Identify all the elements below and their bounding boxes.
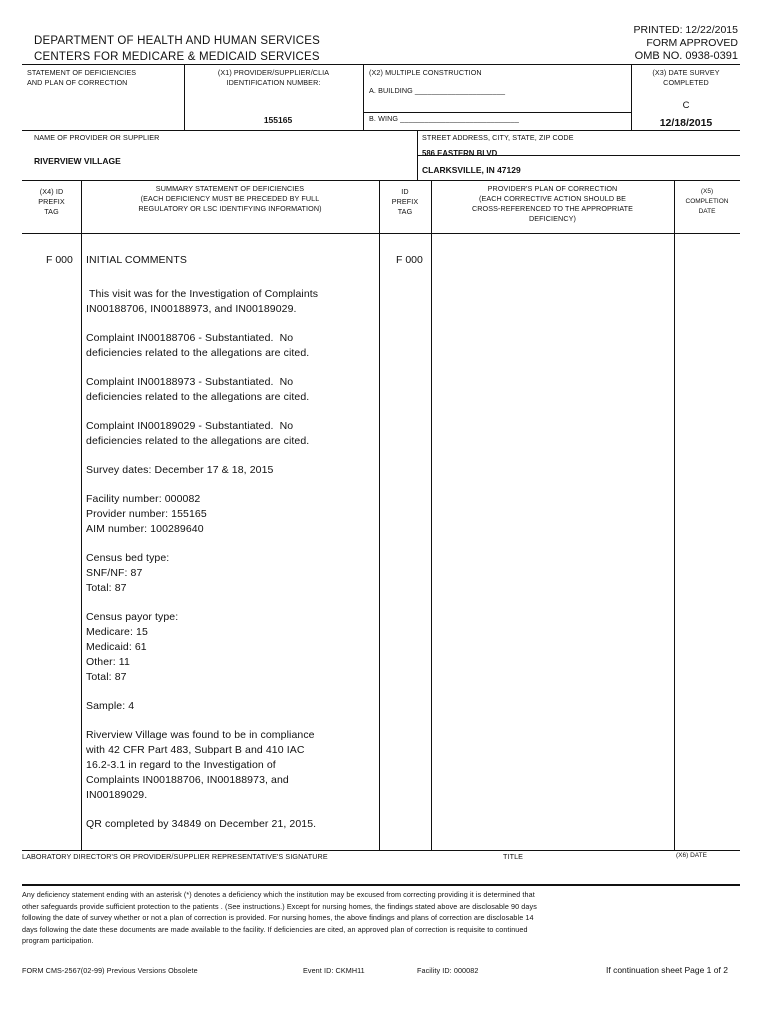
comment-paragraph: This visit was for the Investigation of Complaints IN00188706, IN00188973, and IN00189029.	[86, 288, 319, 315]
dept-line-2: CENTERS FOR MEDICARE & MEDICAID SERVICES	[34, 51, 320, 63]
v-col-3	[431, 180, 432, 850]
prefix-tag-right: F 000	[396, 254, 423, 266]
top-border	[22, 64, 740, 65]
x5-header: (X5) COMPLETION DATE	[685, 188, 729, 215]
form-info	[634, 24, 738, 63]
dept-line-1: DEPARTMENT OF HEALTH AND HUMAN SERVICES	[34, 35, 320, 47]
row-divider-2	[22, 180, 740, 181]
v-line-address	[417, 130, 418, 180]
x1-label: (X1) PROVIDER/SUPPLIER/CLIA IDENTIFICATION NUMBER:	[217, 68, 330, 87]
comment-paragraph: Complaint IN00189029 - Substantiated. No deficiencies related to the allegations are cited.	[86, 420, 310, 447]
agency-header	[34, 33, 320, 65]
x2-divider	[363, 112, 631, 113]
title-label: TITLE	[503, 852, 524, 861]
building-label: A. BUILDING ______________________	[369, 86, 506, 95]
comment-paragraph: Census bed type: SNF/NF: 87 Total: 87	[86, 552, 170, 594]
provider-id: 155165	[263, 115, 293, 125]
comment-heading: INITIAL COMMENTS	[86, 254, 187, 266]
v-col-4	[674, 180, 675, 850]
comment-paragraph: Riverview Village was found to be in compliance with 42 CFR Part 483, Subpart B and 410 IAC 16.2-3.1 in regard to the Investigation of Complaints IN00188706, IN00188973, and IN00189029.	[86, 729, 315, 801]
continuation-page: If continuation sheet Page 1 of 2	[606, 965, 728, 975]
summary-header: SUMMARY STATEMENT OF DEFICIENCIES (EACH DEFICIENCY MUST BE PRECEDED BY FULL REGULATORY OR LSC IDENTIFYING INFORMATION)	[138, 184, 322, 213]
printed-date: PRINTED: 12/22/2015	[633, 24, 738, 36]
signature-top-line	[22, 850, 740, 851]
x2-label: (X2) MULTIPLE CONSTRUCTION	[369, 68, 482, 77]
comment-paragraph: Sample: 4	[86, 700, 135, 712]
signature-label: LABORATORY DIRECTOR'S OR PROVIDER/SUPPLIER REPRESENTATIVE'S SIGNATURE	[22, 852, 328, 861]
summary-statement	[86, 253, 386, 846]
comment-paragraph: Census payor type: Medicare: 15 Medicaid: 61 Other: 11 Total: 87	[86, 611, 179, 683]
prefix-tag-left: F 000	[46, 254, 73, 266]
event-id: Event ID: CKMH11	[303, 966, 365, 975]
comment-paragraph: Complaint IN00188706 - Substantiated. No deficiencies related to the allegations are cited.	[86, 332, 310, 359]
v-col-1	[81, 180, 82, 850]
survey-date: 12/18/2015	[659, 117, 713, 129]
survey-code: C	[682, 100, 690, 111]
disclaimer: Any deficiency statement ending with an asterisk (*) denotes a deficiency which the institution may be excused from correcting providing it is determined that other safeguards provide sufficient protection to the patients . (See instructions.) Except for nursing homes, the findings stated above are disclosable 90 days following the date of survey whether or not a plan of correction is provided. For nursing homes, the above findings and plans of correction are disclosable 14 days following the date these documents are made available to the facility. If deficiencies are cited, an approved plan of correction is requisite to continued program participation.	[22, 890, 537, 945]
form-approved: FORM APPROVED	[646, 37, 738, 49]
plan-header: PROVIDER'S PLAN OF CORRECTION (EACH CORRECTIVE ACTION SHOULD BE CROSS-REFERENCED TO THE APPROPRIATE DEFICIENCY)	[471, 184, 634, 223]
comment-paragraph: Complaint IN00188973 - Substantiated. No deficiencies related to the allegations are cited.	[86, 376, 310, 403]
address-line-1: 586 EASTERN BLVD	[422, 149, 498, 158]
comment-paragraph: Survey dates: December 17 & 18, 2015	[86, 464, 274, 476]
statement-label: STATEMENT OF DEFICIENCIES AND PLAN OF CORRECTION	[27, 68, 137, 87]
x4-header: (X4) ID PREFIX TAG	[38, 187, 65, 216]
signature-bottom-line	[22, 884, 740, 886]
date-label: (X6) DATE	[676, 852, 707, 859]
address-line-2: CLARKSVILLE, IN 47129	[422, 165, 521, 175]
row-divider-1	[22, 130, 740, 131]
comment-paragraph: Facility number: 000082 Provider number: 155165 AIM number: 100289640	[86, 493, 207, 535]
provider-name-label: NAME OF PROVIDER OR SUPPLIER	[34, 133, 160, 142]
omb-number: OMB NO. 0938-0391	[634, 50, 738, 62]
comment-paragraph: QR completed by 34849 on December 21, 2015.	[86, 818, 317, 830]
provider-name: RIVERVIEW VILLAGE	[34, 156, 121, 166]
id-header: ID PREFIX TAG	[391, 187, 419, 216]
row-divider-3	[22, 233, 740, 234]
form-number: FORM CMS-2567(02-99) Previous Versions Obsolete	[22, 966, 198, 975]
facility-id: Facility ID: 000082	[417, 966, 479, 975]
wing-label: B. WING _____________________________	[369, 114, 519, 123]
x3-label: (X3) DATE SURVEY COMPLETED	[652, 68, 720, 87]
address-label: STREET ADDRESS, CITY, STATE, ZIP CODE	[422, 133, 574, 142]
